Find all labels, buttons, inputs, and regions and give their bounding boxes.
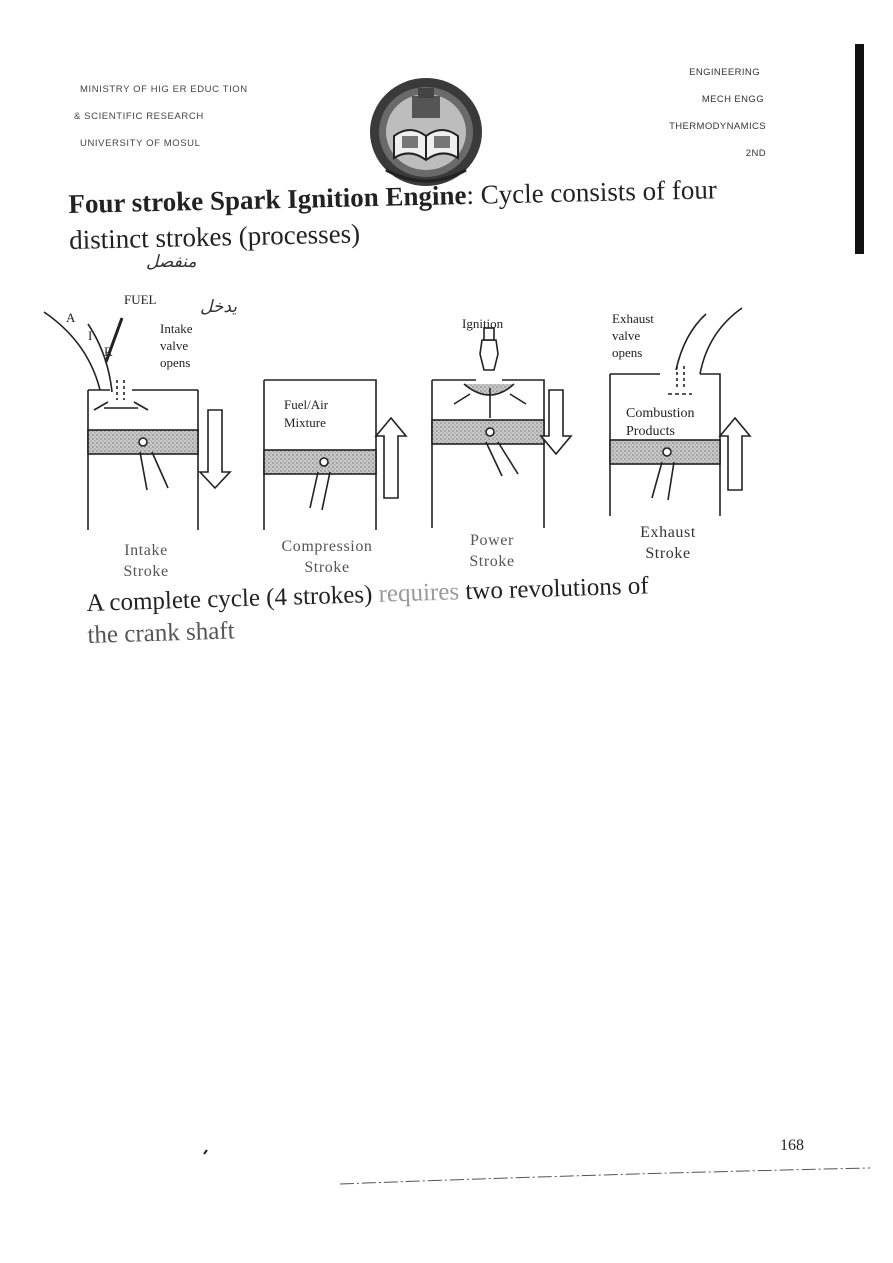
title-rest: : Cycle consists of four distinct strokes (processes) [68,174,718,255]
university-seal-logo [366,74,486,190]
header-thermodynamics: THERMODYNAMICS [669,121,766,132]
title-bold: Four stroke Spark Ignition Engine [68,179,467,219]
label-fuel-air-mixture [284,396,328,432]
body-line1-c: two revolutions of [458,572,650,606]
page-number: 168 [780,1137,804,1154]
handwritten-note-intake: يدخل [200,297,238,316]
body-line1-a: A complete cycle (4 strokes) [86,580,380,617]
caption-compression-stroke [262,536,392,578]
page-title [68,170,769,258]
caption-exhaust-stroke [618,522,718,564]
label-intake-valve [160,320,192,371]
caption-exhaust-l1: Exhaust [640,524,696,541]
label-fuel: FUEL [124,292,157,307]
intake-valve-line2: valve [160,338,189,353]
caption-compression-l2: Stroke [304,559,350,576]
header-research: & SCIENTIFIC RESEARCH [74,111,204,122]
exhaust-valve-line3: opens [612,345,643,360]
caption-power-l2: Stroke [469,553,515,570]
label-a: A [66,310,76,325]
combustion-line1: Combustion [626,406,695,421]
combustion-line2: Products [626,424,675,439]
intake-valve-line3: opens [160,355,191,370]
engine-strokes-diagram [0,290,893,550]
label-exhaust-valve [612,310,654,361]
caption-exhaust-l2: Stroke [645,545,691,562]
header-university: UNIVERSITY OF MOSUL [80,138,201,149]
caption-intake-l2: Stroke [123,563,169,580]
handwritten-note-distinct: منفصل [146,252,197,271]
caption-compression-l1: Compression [281,538,373,555]
scan-edge-bar [855,44,864,254]
scan-artifacts [0,1140,893,1200]
caption-power-stroke [442,530,542,572]
header-year: 2ND [745,148,766,159]
header-mech-engg: MECH ENGG [701,94,764,105]
caption-power-l1: Power [470,532,514,549]
caption-intake-stroke [96,540,196,582]
body-line-2: the crank shaft [87,617,235,649]
intake-valve-line1: Intake [160,321,193,336]
fuel-air-line2: Mixture [284,415,326,430]
body-line1-faded: requires [378,578,460,608]
label-ignition: Ignition [462,316,504,331]
caption-intake-l1: Intake [124,542,168,559]
header-engineering: ENGINEERING [689,67,760,78]
label-r: R [104,344,113,359]
fuel-air-line1: Fuel/Air [284,397,329,412]
exhaust-valve-line1: Exhaust [612,311,654,326]
label-i: I [88,328,93,343]
label-combustion-products [626,405,694,441]
header-ministry: MINISTRY OF HIG ER EDUC TION [80,84,248,95]
exhaust-valve-line2: valve [612,328,641,343]
